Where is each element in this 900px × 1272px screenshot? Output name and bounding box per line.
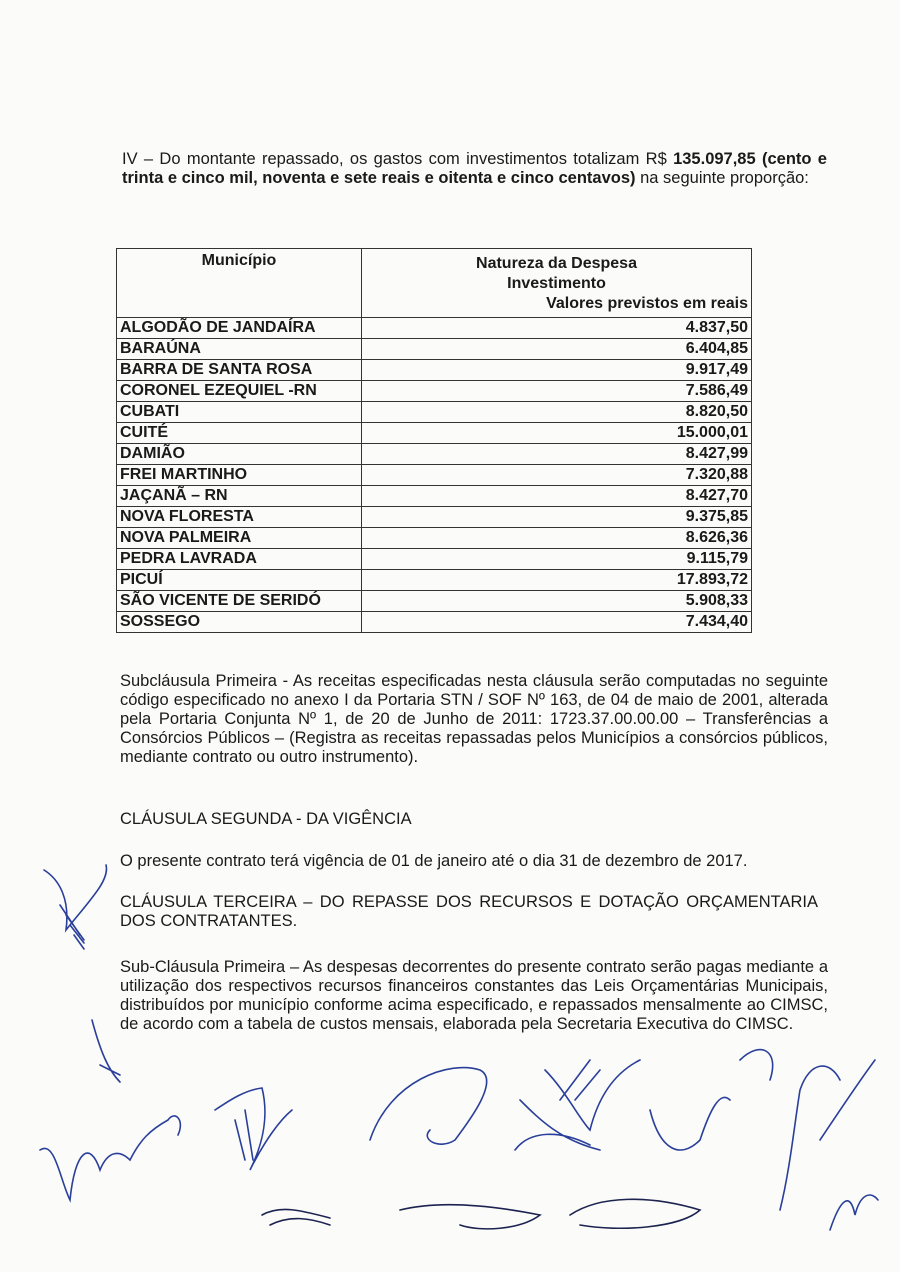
header-investimento-label: Investimento	[507, 275, 606, 292]
table-row	[117, 360, 752, 381]
table-row	[117, 486, 752, 507]
table-row	[117, 339, 752, 360]
municipio-cell: BARAÚNA	[117, 339, 362, 360]
margin-signature-2	[92, 1020, 120, 1082]
vigencia-paragraph: O presente contrato terá vigência de 01 de janeiro até o dia 31 de dezembro de 2017.	[120, 852, 748, 870]
signature-h	[262, 1209, 330, 1225]
table-row	[117, 591, 752, 612]
municipio-cell: NOVA PALMEIRA	[117, 528, 362, 549]
valor-cell: 6.404,85	[362, 339, 752, 360]
valor-cell: 15.000,01	[362, 423, 752, 444]
header-valores-label: Valores previstos em reais	[546, 295, 748, 312]
clausula-segunda-heading: CLÁUSULA SEGUNDA - DA VIGÊNCIA	[120, 810, 412, 828]
signature-d	[545, 1060, 640, 1130]
table-row	[117, 528, 752, 549]
clausula-terceira-heading: CLÁUSULA TERCEIRA – DO REPASSE DOS RECURSOS E DOTAÇÃO ORÇAMENTARIA DOS CONTRATANTES.	[120, 893, 818, 930]
table-header-row	[117, 249, 752, 318]
municipio-cell: FREI MARTINHO	[117, 465, 362, 486]
intro-amount: 135.097,85 (cento e trinta e cinco mil, noventa e sete reais e oitenta e cinco centavos)	[122, 150, 827, 187]
header-natureza	[362, 249, 752, 318]
intro-paragraph	[122, 150, 827, 188]
valor-cell: 8.820,50	[362, 402, 752, 423]
signature-i	[400, 1205, 540, 1229]
municipio-cell: DAMIÃO	[117, 444, 362, 465]
municipio-cell: SOSSEGO	[117, 612, 362, 633]
table-row	[117, 318, 752, 339]
table-row	[117, 444, 752, 465]
valor-cell: 5.908,33	[362, 591, 752, 612]
valor-cell: 4.837,50	[362, 318, 752, 339]
table-row	[117, 612, 752, 633]
signature-e	[650, 1050, 773, 1150]
valor-cell: 9.375,85	[362, 507, 752, 528]
municipio-cell: NOVA FLORESTA	[117, 507, 362, 528]
valor-cell: 7.320,88	[362, 465, 752, 486]
valor-cell: 8.626,36	[362, 528, 752, 549]
table-row	[117, 465, 752, 486]
table-row	[117, 549, 752, 570]
valor-cell: 9.917,49	[362, 360, 752, 381]
header-municipio: Município	[117, 249, 362, 318]
table-row	[117, 570, 752, 591]
signature-f	[780, 1060, 875, 1210]
table-row	[117, 402, 752, 423]
valor-cell: 7.434,40	[362, 612, 752, 633]
table-row	[117, 507, 752, 528]
municipio-cell: SÃO VICENTE DE SERIDÓ	[117, 591, 362, 612]
signature-g	[830, 1195, 878, 1230]
valor-cell: 8.427,70	[362, 486, 752, 507]
sub-clausula-primeira: Sub-Cláusula Primeira – As despesas decorrentes do presente contrato serão pagas mediante a utilização dos respectivos recursos financeiros constantes das Leis Orçamentárias Municipais, distribuídos por município conforme acima especificado, e repassados mensalmente ao CIMSC, de acordo com a tabela de custos mensais, elaborada pela Secretaria Executiva do CIMSC.	[120, 958, 828, 1033]
municipio-cell: PEDRA LAVRADA	[117, 549, 362, 570]
signature-c	[370, 1068, 600, 1150]
valor-cell: 8.427,99	[362, 444, 752, 465]
municipio-cell: ALGODÃO DE JANDAÍRA	[117, 318, 362, 339]
signature-a	[40, 1116, 180, 1200]
intro-prefix: IV – Do montante repassado, os gastos com investimentos totalizam R$	[122, 150, 674, 168]
subclausula-primeira: Subcláusula Primeira - As receitas especificadas nesta cláusula serão computadas no seguinte código especificado no anexo I da Portaria STN / SOF Nº 163, de 04 de maio de 2001, alterada pela Portaria Conjunta Nº 1, de 20 de Junho de 2011: 1723.37.00.00.00 – Transferências a Consórcios Públicos – (Registra as receitas repassadas pelos Municípios a consórcios públicos, mediante contrato ou outro instrumento).	[120, 672, 828, 766]
municipio-cell: CUBATI	[117, 402, 362, 423]
municipio-cell: BARRA DE SANTA ROSA	[117, 360, 362, 381]
table-row	[117, 381, 752, 402]
table-row	[117, 423, 752, 444]
municipio-cell: JAÇANÃ – RN	[117, 486, 362, 507]
header-natureza-label: Natureza da Despesa	[476, 255, 637, 272]
margin-signature-1	[44, 865, 107, 949]
municipio-cell: PICUÍ	[117, 570, 362, 591]
valor-cell: 17.893,72	[362, 570, 752, 591]
municipio-cell: CUITÉ	[117, 423, 362, 444]
signature-b	[215, 1088, 292, 1170]
investment-table	[116, 248, 752, 633]
municipio-cell: CORONEL EZEQUIEL -RN	[117, 381, 362, 402]
valor-cell: 7.586,49	[362, 381, 752, 402]
intro-suffix: na seguinte proporção:	[635, 169, 809, 187]
signature-j	[570, 1199, 700, 1228]
valor-cell: 9.115,79	[362, 549, 752, 570]
